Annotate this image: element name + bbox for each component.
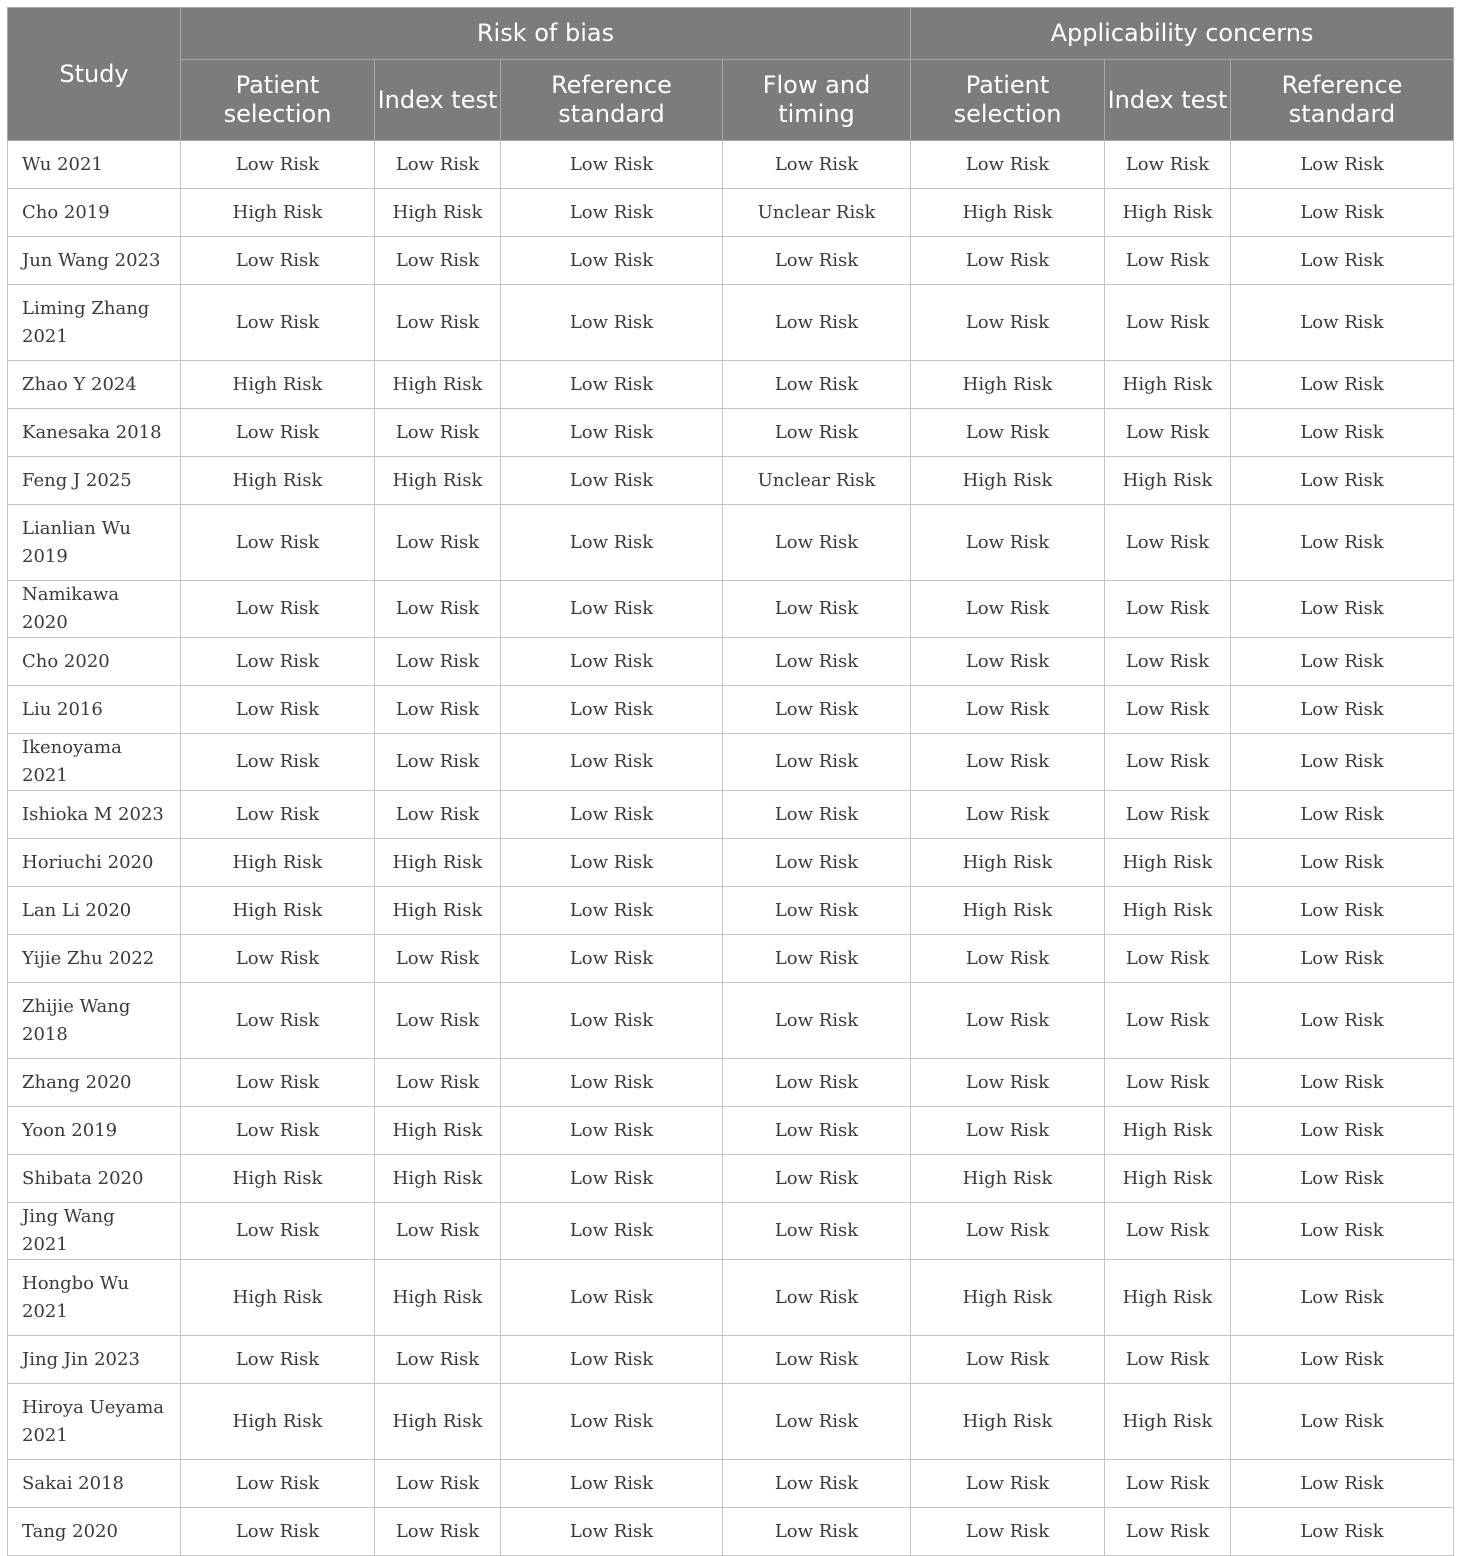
risk-cell: Low Risk bbox=[911, 505, 1105, 581]
risk-cell: Low Risk bbox=[1231, 505, 1454, 581]
risk-cell: Low Risk bbox=[501, 1107, 723, 1155]
risk-cell: Low Risk bbox=[1231, 1384, 1454, 1460]
study-cell: Liming Zhang 2021 bbox=[8, 285, 181, 361]
study-cell: Lianlian Wu 2019 bbox=[8, 505, 181, 581]
risk-cell: Low Risk bbox=[501, 457, 723, 505]
study-cell: Ikenoyama 2021 bbox=[8, 734, 181, 791]
study-cell: Tang 2020 bbox=[8, 1508, 181, 1556]
study-cell: Jing Wang 2021 bbox=[8, 1203, 181, 1260]
risk-cell: Low Risk bbox=[1105, 141, 1231, 189]
study-cell: Ishioka M 2023 bbox=[8, 791, 181, 839]
risk-cell: Low Risk bbox=[501, 686, 723, 734]
risk-cell: Low Risk bbox=[181, 505, 375, 581]
risk-cell: Low Risk bbox=[375, 505, 501, 581]
risk-cell: Low Risk bbox=[1231, 935, 1454, 983]
risk-cell: Low Risk bbox=[723, 505, 911, 581]
risk-cell: High Risk bbox=[375, 361, 501, 409]
risk-cell: Low Risk bbox=[1105, 791, 1231, 839]
risk-cell: Low Risk bbox=[501, 409, 723, 457]
risk-cell: Low Risk bbox=[723, 1460, 911, 1508]
risk-cell: Low Risk bbox=[501, 1508, 723, 1556]
risk-cell: Low Risk bbox=[501, 734, 723, 791]
table-row bbox=[8, 791, 1454, 839]
risk-cell: High Risk bbox=[181, 887, 375, 935]
table-row bbox=[8, 839, 1454, 887]
table-row bbox=[8, 237, 1454, 285]
study-cell: Jing Jin 2023 bbox=[8, 1336, 181, 1384]
risk-of-bias-table bbox=[7, 7, 1454, 1556]
study-cell: Horiuchi 2020 bbox=[8, 839, 181, 887]
study-cell: Sakai 2018 bbox=[8, 1460, 181, 1508]
risk-cell: Low Risk bbox=[501, 638, 723, 686]
risk-cell: Low Risk bbox=[911, 734, 1105, 791]
risk-cell: Low Risk bbox=[375, 1059, 501, 1107]
risk-cell: Low Risk bbox=[375, 734, 501, 791]
risk-cell: Low Risk bbox=[181, 734, 375, 791]
risk-cell: Low Risk bbox=[181, 1203, 375, 1260]
risk-cell: Low Risk bbox=[375, 1203, 501, 1260]
risk-cell: Low Risk bbox=[1105, 935, 1231, 983]
risk-cell: High Risk bbox=[1105, 457, 1231, 505]
risk-cell: Low Risk bbox=[1231, 457, 1454, 505]
table-row bbox=[8, 935, 1454, 983]
risk-cell: Low Risk bbox=[501, 887, 723, 935]
risk-cell: High Risk bbox=[1105, 839, 1231, 887]
risk-cell: High Risk bbox=[1105, 361, 1231, 409]
risk-cell: Low Risk bbox=[723, 141, 911, 189]
risk-cell: Low Risk bbox=[723, 285, 911, 361]
header-group-risk-of-bias: Risk of bias bbox=[181, 8, 911, 60]
risk-cell: Low Risk bbox=[1105, 1203, 1231, 1260]
table-row bbox=[8, 686, 1454, 734]
risk-cell: Low Risk bbox=[1105, 734, 1231, 791]
risk-cell: Low Risk bbox=[1231, 638, 1454, 686]
risk-cell: Low Risk bbox=[501, 935, 723, 983]
risk-cell: Low Risk bbox=[375, 1460, 501, 1508]
risk-cell: High Risk bbox=[375, 887, 501, 935]
risk-cell: Low Risk bbox=[1105, 237, 1231, 285]
risk-cell: Low Risk bbox=[723, 237, 911, 285]
risk-cell: High Risk bbox=[911, 361, 1105, 409]
risk-cell: Low Risk bbox=[723, 935, 911, 983]
risk-cell: Low Risk bbox=[375, 1508, 501, 1556]
risk-cell: Low Risk bbox=[181, 409, 375, 457]
study-cell: Cho 2020 bbox=[8, 638, 181, 686]
risk-cell: Low Risk bbox=[1231, 1336, 1454, 1384]
risk-cell: Low Risk bbox=[181, 581, 375, 638]
risk-cell: Low Risk bbox=[1105, 686, 1231, 734]
risk-cell: Low Risk bbox=[375, 141, 501, 189]
table-header bbox=[8, 8, 1454, 141]
risk-cell: Low Risk bbox=[181, 791, 375, 839]
risk-cell: Low Risk bbox=[181, 1336, 375, 1384]
risk-cell: Low Risk bbox=[1105, 638, 1231, 686]
risk-cell: Low Risk bbox=[911, 1460, 1105, 1508]
risk-cell: Low Risk bbox=[375, 935, 501, 983]
study-cell: Hiroya Ueyama 2021 bbox=[8, 1384, 181, 1460]
risk-cell: Low Risk bbox=[723, 638, 911, 686]
risk-cell: Low Risk bbox=[911, 1107, 1105, 1155]
risk-cell: Low Risk bbox=[1231, 141, 1454, 189]
table-row bbox=[8, 457, 1454, 505]
risk-cell: Low Risk bbox=[181, 1059, 375, 1107]
risk-cell: Low Risk bbox=[1231, 361, 1454, 409]
risk-cell: Low Risk bbox=[1231, 791, 1454, 839]
risk-cell: Low Risk bbox=[723, 1203, 911, 1260]
risk-cell: Low Risk bbox=[501, 237, 723, 285]
table-row bbox=[8, 189, 1454, 237]
risk-cell: Low Risk bbox=[1231, 1155, 1454, 1203]
risk-cell: Low Risk bbox=[1231, 581, 1454, 638]
risk-cell: High Risk bbox=[181, 189, 375, 237]
study-cell: Zhang 2020 bbox=[8, 1059, 181, 1107]
risk-cell: Low Risk bbox=[181, 638, 375, 686]
risk-cell: Low Risk bbox=[1231, 1059, 1454, 1107]
study-cell: Wu 2021 bbox=[8, 141, 181, 189]
risk-cell: Low Risk bbox=[911, 285, 1105, 361]
header-col-applicability-patient-selection: Patient selection bbox=[911, 60, 1105, 141]
study-cell: Lan Li 2020 bbox=[8, 887, 181, 935]
risk-cell: Low Risk bbox=[501, 581, 723, 638]
risk-cell: High Risk bbox=[375, 1155, 501, 1203]
risk-cell: Low Risk bbox=[1105, 1508, 1231, 1556]
risk-cell: Low Risk bbox=[501, 141, 723, 189]
risk-cell: Low Risk bbox=[501, 1336, 723, 1384]
risk-cell: High Risk bbox=[375, 457, 501, 505]
risk-cell: Low Risk bbox=[1105, 1460, 1231, 1508]
risk-cell: Low Risk bbox=[911, 791, 1105, 839]
risk-cell: Low Risk bbox=[181, 935, 375, 983]
study-cell: Kanesaka 2018 bbox=[8, 409, 181, 457]
header-col-applicability-reference-standard: Reference standard bbox=[1231, 60, 1454, 141]
risk-cell: Low Risk bbox=[501, 505, 723, 581]
risk-cell: Low Risk bbox=[911, 686, 1105, 734]
table-row bbox=[8, 141, 1454, 189]
table-row bbox=[8, 285, 1454, 361]
risk-cell: Low Risk bbox=[723, 581, 911, 638]
risk-cell: Low Risk bbox=[1105, 1059, 1231, 1107]
study-cell: Feng J 2025 bbox=[8, 457, 181, 505]
risk-cell: Unclear Risk bbox=[723, 457, 911, 505]
study-cell: Namikawa 2020 bbox=[8, 581, 181, 638]
risk-cell: Low Risk bbox=[181, 141, 375, 189]
risk-cell: Low Risk bbox=[723, 791, 911, 839]
table-row bbox=[8, 1336, 1454, 1384]
risk-cell: Low Risk bbox=[181, 285, 375, 361]
header-col-patient-selection: Patient selection bbox=[181, 60, 375, 141]
risk-cell: Low Risk bbox=[1231, 686, 1454, 734]
risk-cell: Low Risk bbox=[723, 1107, 911, 1155]
header-col-flow-and-timing: Flow and timing bbox=[723, 60, 911, 141]
risk-cell: High Risk bbox=[375, 1384, 501, 1460]
risk-cell: High Risk bbox=[911, 1260, 1105, 1336]
study-cell: Yijie Zhu 2022 bbox=[8, 935, 181, 983]
table-row bbox=[8, 887, 1454, 935]
risk-cell: Low Risk bbox=[1231, 1260, 1454, 1336]
table-row bbox=[8, 409, 1454, 457]
risk-cell: High Risk bbox=[181, 1155, 375, 1203]
header-study: Study bbox=[8, 8, 181, 141]
risk-cell: Low Risk bbox=[501, 361, 723, 409]
table-row bbox=[8, 1203, 1454, 1260]
risk-cell: Low Risk bbox=[181, 1460, 375, 1508]
risk-cell: Low Risk bbox=[1231, 887, 1454, 935]
risk-cell: High Risk bbox=[375, 1107, 501, 1155]
risk-cell: Low Risk bbox=[723, 686, 911, 734]
header-group-applicability: Applicability concerns bbox=[911, 8, 1454, 60]
risk-cell: Low Risk bbox=[181, 983, 375, 1059]
study-cell: Yoon 2019 bbox=[8, 1107, 181, 1155]
risk-cell: Low Risk bbox=[911, 983, 1105, 1059]
risk-cell: Low Risk bbox=[375, 1336, 501, 1384]
quadas-table-container bbox=[7, 7, 1453, 1556]
risk-cell: Low Risk bbox=[911, 1336, 1105, 1384]
table-row bbox=[8, 1155, 1454, 1203]
study-cell: Cho 2019 bbox=[8, 189, 181, 237]
risk-cell: Low Risk bbox=[501, 1059, 723, 1107]
risk-cell: High Risk bbox=[375, 839, 501, 887]
header-col-index-test: Index test bbox=[375, 60, 501, 141]
risk-cell: High Risk bbox=[1105, 1155, 1231, 1203]
risk-cell: Low Risk bbox=[501, 1203, 723, 1260]
risk-cell: Low Risk bbox=[911, 141, 1105, 189]
risk-cell: Low Risk bbox=[375, 638, 501, 686]
risk-cell: High Risk bbox=[1105, 189, 1231, 237]
risk-cell: Low Risk bbox=[1231, 1107, 1454, 1155]
risk-cell: Low Risk bbox=[911, 1508, 1105, 1556]
table-row bbox=[8, 1260, 1454, 1336]
risk-cell: High Risk bbox=[911, 839, 1105, 887]
risk-cell: High Risk bbox=[181, 1384, 375, 1460]
risk-cell: Unclear Risk bbox=[723, 189, 911, 237]
risk-cell: Low Risk bbox=[723, 1155, 911, 1203]
risk-cell: Low Risk bbox=[723, 1384, 911, 1460]
risk-cell: Low Risk bbox=[181, 686, 375, 734]
risk-cell: Low Risk bbox=[911, 237, 1105, 285]
risk-cell: High Risk bbox=[1105, 1107, 1231, 1155]
risk-cell: High Risk bbox=[375, 1260, 501, 1336]
risk-cell: Low Risk bbox=[1231, 285, 1454, 361]
risk-cell: Low Risk bbox=[181, 237, 375, 285]
risk-cell: Low Risk bbox=[375, 409, 501, 457]
risk-cell: Low Risk bbox=[375, 686, 501, 734]
header-col-applicability-index-test: Index test bbox=[1105, 60, 1231, 141]
risk-cell: Low Risk bbox=[723, 1508, 911, 1556]
risk-cell: High Risk bbox=[181, 361, 375, 409]
risk-cell: Low Risk bbox=[181, 1107, 375, 1155]
table-row bbox=[8, 1059, 1454, 1107]
table-row bbox=[8, 505, 1454, 581]
risk-cell: Low Risk bbox=[1231, 734, 1454, 791]
risk-cell: Low Risk bbox=[1105, 983, 1231, 1059]
risk-cell: Low Risk bbox=[723, 1260, 911, 1336]
study-cell: Liu 2016 bbox=[8, 686, 181, 734]
risk-cell: High Risk bbox=[1105, 887, 1231, 935]
risk-cell: Low Risk bbox=[501, 1460, 723, 1508]
risk-cell: Low Risk bbox=[501, 839, 723, 887]
risk-cell: Low Risk bbox=[723, 839, 911, 887]
risk-cell: Low Risk bbox=[1231, 983, 1454, 1059]
table-row bbox=[8, 734, 1454, 791]
risk-cell: Low Risk bbox=[1231, 1460, 1454, 1508]
risk-cell: Low Risk bbox=[1231, 839, 1454, 887]
table-row bbox=[8, 638, 1454, 686]
risk-cell: Low Risk bbox=[911, 935, 1105, 983]
risk-cell: Low Risk bbox=[911, 1059, 1105, 1107]
table-row bbox=[8, 361, 1454, 409]
study-cell: Zhao Y 2024 bbox=[8, 361, 181, 409]
risk-cell: Low Risk bbox=[723, 361, 911, 409]
table-body bbox=[8, 141, 1454, 1556]
risk-cell: Low Risk bbox=[911, 409, 1105, 457]
table-row bbox=[8, 1460, 1454, 1508]
risk-cell: Low Risk bbox=[911, 1203, 1105, 1260]
risk-cell: Low Risk bbox=[375, 983, 501, 1059]
risk-cell: Low Risk bbox=[723, 983, 911, 1059]
risk-cell: Low Risk bbox=[1231, 1203, 1454, 1260]
risk-cell: Low Risk bbox=[1105, 1336, 1231, 1384]
risk-cell: Low Risk bbox=[501, 1260, 723, 1336]
risk-cell: High Risk bbox=[181, 839, 375, 887]
risk-cell: Low Risk bbox=[1105, 505, 1231, 581]
risk-cell: Low Risk bbox=[723, 1059, 911, 1107]
risk-cell: Low Risk bbox=[1105, 581, 1231, 638]
risk-cell: High Risk bbox=[911, 887, 1105, 935]
risk-cell: High Risk bbox=[911, 189, 1105, 237]
risk-cell: Low Risk bbox=[723, 1336, 911, 1384]
risk-cell: High Risk bbox=[1105, 1260, 1231, 1336]
risk-cell: Low Risk bbox=[1231, 409, 1454, 457]
risk-cell: Low Risk bbox=[501, 189, 723, 237]
risk-cell: Low Risk bbox=[1105, 409, 1231, 457]
risk-cell: Low Risk bbox=[375, 285, 501, 361]
risk-cell: High Risk bbox=[181, 1260, 375, 1336]
risk-cell: High Risk bbox=[911, 1155, 1105, 1203]
risk-cell: Low Risk bbox=[501, 983, 723, 1059]
risk-cell: Low Risk bbox=[723, 887, 911, 935]
risk-cell: High Risk bbox=[375, 189, 501, 237]
risk-cell: Low Risk bbox=[501, 1384, 723, 1460]
table-row bbox=[8, 1384, 1454, 1460]
risk-cell: Low Risk bbox=[1231, 189, 1454, 237]
study-cell: Shibata 2020 bbox=[8, 1155, 181, 1203]
table-row bbox=[8, 581, 1454, 638]
risk-cell: Low Risk bbox=[1231, 1508, 1454, 1556]
risk-cell: High Risk bbox=[1105, 1384, 1231, 1460]
risk-cell: Low Risk bbox=[501, 791, 723, 839]
study-cell: Hongbo Wu 2021 bbox=[8, 1260, 181, 1336]
risk-cell: Low Risk bbox=[911, 638, 1105, 686]
header-col-reference-standard: Reference standard bbox=[501, 60, 723, 141]
risk-cell: Low Risk bbox=[375, 791, 501, 839]
risk-cell: Low Risk bbox=[723, 734, 911, 791]
risk-cell: Low Risk bbox=[375, 237, 501, 285]
risk-cell: Low Risk bbox=[375, 581, 501, 638]
risk-cell: High Risk bbox=[911, 1384, 1105, 1460]
risk-cell: Low Risk bbox=[911, 581, 1105, 638]
study-cell: Zhijie Wang 2018 bbox=[8, 983, 181, 1059]
table-row bbox=[8, 1107, 1454, 1155]
risk-cell: Low Risk bbox=[501, 1155, 723, 1203]
risk-cell: Low Risk bbox=[1231, 237, 1454, 285]
risk-cell: Low Risk bbox=[181, 1508, 375, 1556]
table-row bbox=[8, 983, 1454, 1059]
table-row bbox=[8, 1508, 1454, 1556]
risk-cell: High Risk bbox=[911, 457, 1105, 505]
study-cell: Jun Wang 2023 bbox=[8, 237, 181, 285]
risk-cell: Low Risk bbox=[1105, 285, 1231, 361]
risk-cell: Low Risk bbox=[723, 409, 911, 457]
risk-cell: High Risk bbox=[181, 457, 375, 505]
risk-cell: Low Risk bbox=[501, 285, 723, 361]
